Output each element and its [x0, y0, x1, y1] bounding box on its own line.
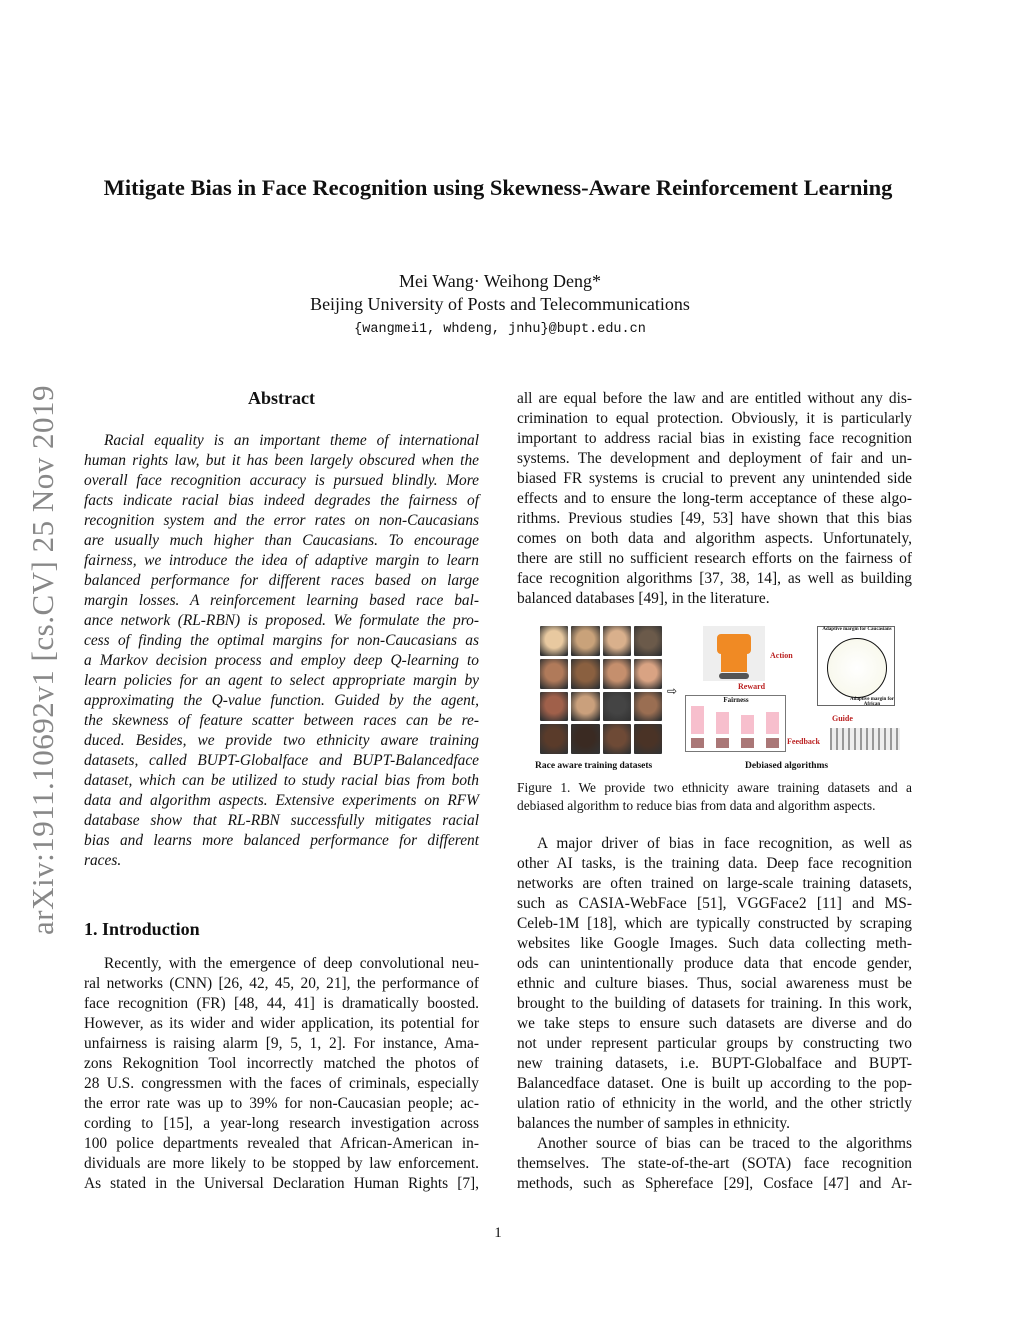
right-column-top — [517, 389, 912, 609]
figure-right-label: Debiased algorithms — [745, 761, 829, 771]
text-line: systems. The development and deployment of fair and un- — [517, 450, 912, 467]
text-line: datasets, called BUPT-Globalface and BUPT-Balancedface — [84, 752, 479, 769]
text-line: Figure 1. We provide two ethnicity aware training datasets and a — [517, 780, 912, 795]
text-line: 100 police departments revealed that African-American in- — [84, 1135, 479, 1152]
face-photo — [571, 626, 599, 656]
text-line: bias and learns more balanced performance for different — [84, 832, 479, 849]
authors-block — [0, 270, 1000, 316]
face-photo — [634, 724, 662, 754]
text-line: unfairness is raising alarm [9, 5, 1, 2]. For instance, Ama- — [84, 1035, 479, 1052]
arrow-icon: ⇨ — [667, 684, 678, 698]
text-line: biased FR systems is crucial to prevent any unintended side — [517, 470, 912, 487]
text-line: brought to the building of datasets for training. In this work, — [517, 995, 912, 1012]
text-line: cording to [15], a year-long research investigation across — [84, 1115, 479, 1132]
right-paragraph-3 — [517, 1134, 912, 1194]
text-line: networks are often trained on large-scale training datasets, — [517, 875, 912, 892]
text-line: dividuals are more likely to be stopped by law enforcement. — [84, 1155, 479, 1172]
text-line: balances the number of samples in ethnicity. — [517, 1115, 790, 1132]
text-line: ethnic and culture biases. Thus, social awareness must be — [517, 975, 912, 992]
face-photo — [603, 724, 631, 754]
face-photo — [540, 626, 568, 656]
face-grid — [540, 626, 662, 754]
text-line: duced. Besides, we provide two ethnicity aware training — [84, 732, 479, 749]
text-line: not under represent particular groups by constructing two — [517, 1035, 912, 1052]
right-paragraph-1 — [517, 389, 912, 609]
text-line: are usually much higher than Caucasians. To encourage — [84, 532, 479, 549]
text-line: Recently, with the emergence of deep convolutional neu- — [104, 955, 479, 972]
face-photo — [634, 659, 662, 689]
text-line: all are equal before the law and are entitled without any dis- — [517, 390, 912, 407]
figure-1 — [535, 624, 910, 774]
text-line: recognition system and the error rates on non-Caucasians — [84, 512, 479, 529]
text-line: a Markov decision process and employ deep Q-learning to — [84, 652, 479, 669]
text-line: face recognition algorithms [37, 38, 14], as well as building — [517, 570, 912, 587]
face-photo — [540, 692, 568, 722]
left-column — [84, 387, 479, 1194]
text-line: ulation ratio of ethnicity in the world, and the other strictly — [517, 1095, 912, 1112]
text-line: crimination to equal protection. Obviously, it is particularly — [517, 410, 912, 427]
text-line: balanced databases [49], in the literature. — [517, 590, 770, 607]
text-line: we take steps to ensure such datasets are diverse and do — [517, 1015, 912, 1032]
face-photo — [540, 724, 568, 754]
figure-caption — [517, 779, 912, 815]
right-column-bottom — [517, 834, 912, 1194]
paper-title: Mitigate Bias in Face Recognition using Skewness-Aware Reinforcement Learning — [103, 175, 893, 200]
text-line: Balancedface dataset. One is built up according to the pop- — [517, 1075, 912, 1092]
text-line: methods, such as Sphereface [29], Cosface [47] and Ar- — [517, 1175, 912, 1192]
robot-agent — [703, 626, 765, 681]
fairness-box: Fairness — [685, 695, 786, 752]
face-photo — [571, 692, 599, 722]
text-line: there are still no sufficient research efforts on the fairness of — [517, 550, 912, 567]
text-line: Celeb-1M [18], which are typically constructed by scraping — [517, 915, 912, 932]
face-photo — [571, 659, 599, 689]
feedback-label: Feedback — [787, 737, 820, 746]
text-line: zons Rekognition Tool incorrectly matched the photos of — [84, 1055, 479, 1072]
text-line: the skewness of feature scatter between races can be re- — [84, 712, 479, 729]
text-line: ral networks (CNN) [26, 42, 45, 20, 21], the performance of — [84, 975, 479, 992]
face-photo — [603, 626, 631, 656]
text-line: themselves. The state-of-the-art (SOTA) face recognition — [517, 1155, 912, 1172]
page-number: 1 — [494, 1225, 502, 1241]
network-layers — [830, 728, 900, 750]
authors: Mei Wang· Weihong Deng* — [399, 271, 601, 291]
text-line: database show that RL-RBN successfully mitigates racial — [84, 812, 479, 829]
margin-diagram: Adaptive margin for Caucasians Adaptive margin for African — [817, 626, 895, 706]
text-line: data and algorithm aspects. Extensive experiments on RFW — [84, 792, 479, 809]
right-paragraph-2 — [517, 834, 912, 1134]
text-line: balanced performance for different races based on large — [84, 572, 479, 589]
text-line: However, as its wider and wider application, its potential for — [84, 1015, 479, 1032]
text-line: rithms. Previous studies [49, 53] have shown that this bias — [517, 510, 912, 527]
text-line: fairness, we introduce the idea of adaptive margin to learn — [84, 552, 479, 569]
face-photo — [603, 692, 631, 722]
text-line: overall face recognition accuracy is pursued blindly. More — [84, 472, 479, 489]
text-line: facts indicate racial bias indeed degrades the fairness of — [84, 492, 479, 509]
intro-body — [84, 954, 479, 1194]
text-line: margin losses. A reinforcement learning based race bal- — [84, 592, 479, 609]
figure-left-label: Race aware training datasets — [535, 761, 653, 771]
abstract-heading: Abstract — [248, 388, 315, 408]
email: {wangmei1, whdeng, jnhu}@bupt.edu.cn — [354, 322, 646, 337]
action-label: Action — [770, 651, 793, 660]
text-line: effects and to ensure the long-term acceptance of these algo- — [517, 490, 912, 507]
text-line: Another source of bias can be traced to the algorithms — [537, 1135, 912, 1152]
text-line: As stated in the Universal Declaration Human Rights [7], — [84, 1175, 479, 1192]
text-line: cess of finding the optimal margins for non-Caucasians as — [84, 632, 479, 649]
face-photo — [603, 659, 631, 689]
text-line: such as CASIA-WebFace [51], VGGFace2 [11] and MS- — [517, 895, 912, 912]
face-photo — [540, 659, 568, 689]
reward-label: Reward — [738, 682, 766, 691]
guide-label: Guide — [832, 714, 853, 723]
text-line: ods can unintentionally produce data that encode gender, — [517, 955, 912, 972]
intro-heading: 1. Introduction — [84, 919, 200, 939]
text-line: 28 U.S. congressmen with the faces of criminals, especially — [84, 1075, 479, 1092]
text-line: websites like Google Images. Such data collecting meth- — [517, 935, 912, 952]
text-line: the error rate was up to 39% for non-Caucasian people; ac- — [84, 1095, 479, 1112]
text-line: other AI tasks, is the training data. Deep face recognition — [517, 855, 912, 872]
face-photo — [571, 724, 599, 754]
text-line: ance network (RL-RBN) is proposed. We formulate the pro- — [84, 612, 479, 629]
text-line: face recognition (FR) [48, 44, 41] is dramatically boosted. — [84, 995, 479, 1012]
text-line: A major driver of bias in face recognition, as well as — [537, 835, 912, 852]
text-line: dataset, which can be utilized to study racial bias from both — [84, 772, 479, 789]
text-line: approximating the Q-value function. Guided by the agent, — [84, 692, 479, 709]
text-line: human rights law, but it has been largely obscured when the — [84, 452, 479, 469]
face-photo — [634, 626, 662, 656]
text-line: important to address racial bias in existing face recognition — [517, 430, 912, 447]
affiliation: Beijing University of Posts and Telecommunications — [310, 294, 690, 314]
text-line: comes on both data and algorithm aspects. Unfortunately, — [517, 530, 912, 547]
abstract-body — [84, 431, 479, 871]
text-line: debiased algorithm to reduce bias from data and algorithm aspects. — [517, 798, 876, 813]
text-line: new training datasets, i.e. BUPT-Globalface and BUPT- — [517, 1055, 912, 1072]
face-photo — [634, 692, 662, 722]
text-line: learn policies for an agent to select appropriate margin by — [84, 672, 479, 689]
text-line: Racial equality is an important theme of international — [104, 432, 479, 449]
text-line: races. — [84, 852, 122, 869]
arxiv-identifier: arXiv:1911.10692v1 [cs.CV] 25 Nov 2019 — [25, 385, 60, 935]
